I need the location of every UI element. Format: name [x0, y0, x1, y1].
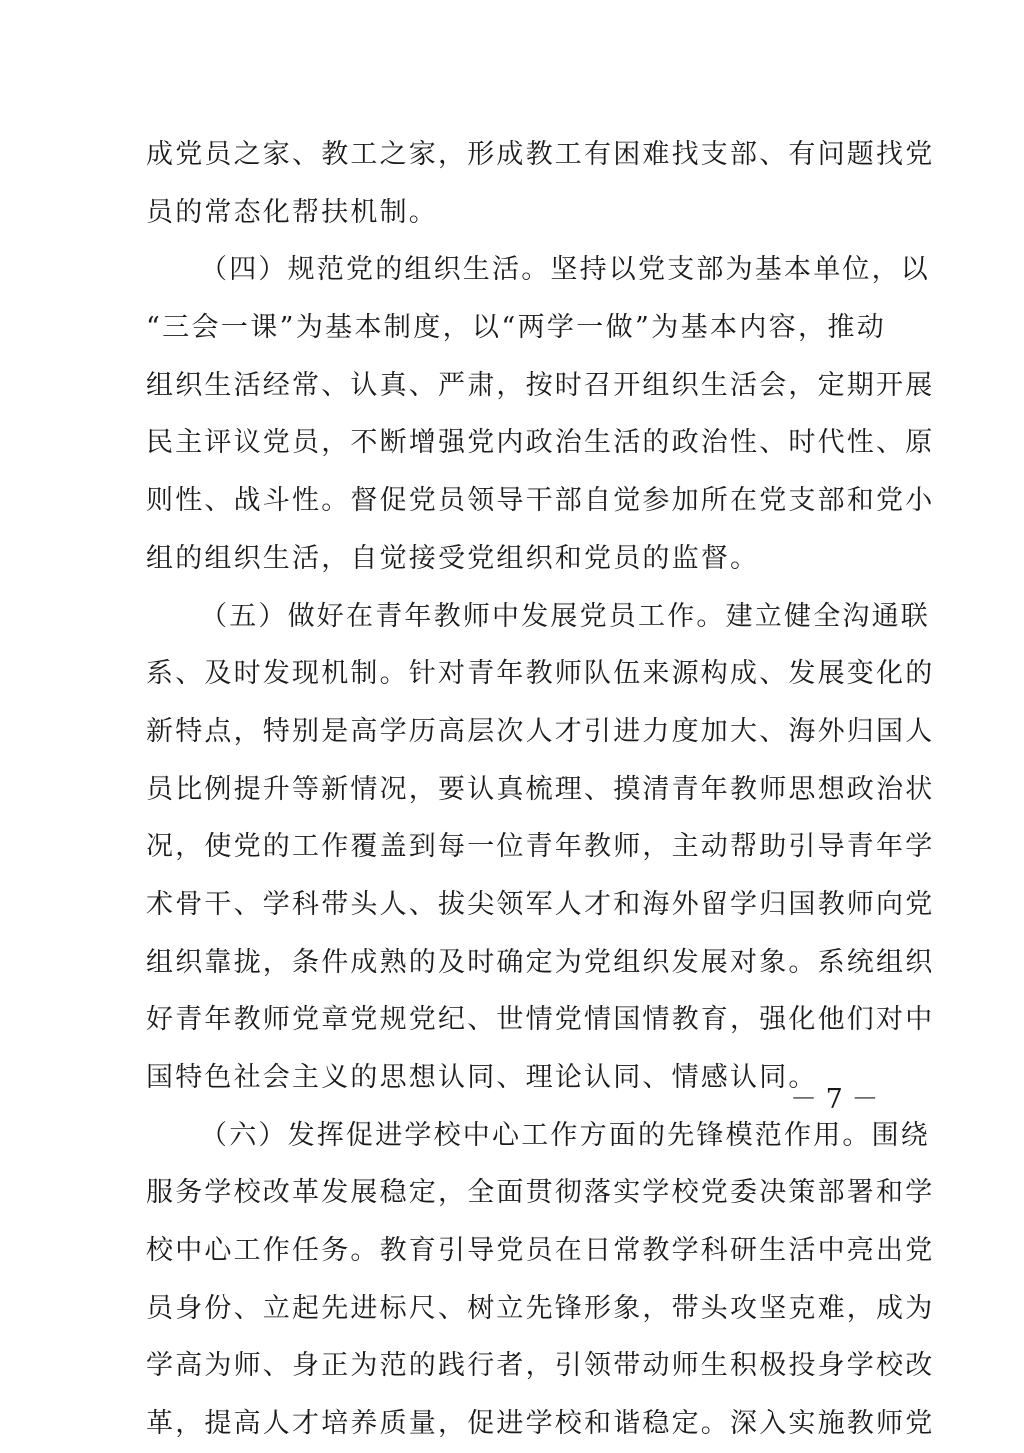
- text-line-17: 国特色社会主义的思想认同、理论认同、情感认同。: [146, 1062, 818, 1093]
- text-line-1: 成党员之家、教工之家，形成教工有困难找支部、有问题找党: [146, 139, 935, 170]
- text-line-7: 则性、战斗性。督促党员领导干部自觉参加所在党支部和党小: [146, 485, 935, 517]
- text-line-4: “三会一课”为基本制度，以“两学一做”为基本内容，推动: [146, 312, 886, 344]
- text-line-21: 员身份、立起先进标尺、树立先锋形象，带头攻坚克难，成为: [146, 1292, 935, 1324]
- text-line-16: 好青年教师党章党规党纪、世情党情国情教育，强化他们对中: [146, 1004, 935, 1036]
- text-line-19: 服务学校改革发展稳定，全面贯彻落实学校党委决策部署和学: [146, 1177, 935, 1209]
- text-line-15: 组织靠拢，条件成熟的及时确定为党组织发展对象。系统组织: [146, 946, 935, 978]
- body-text: [146, 126, 935, 1453]
- text-line-5: 组织生活经常、认真、严肃，按时召开组织生活会，定期开展: [146, 369, 935, 401]
- text-line-13: 况，使党的工作覆盖到每一位青年教师，主动帮助引导青年学: [146, 831, 935, 863]
- text-line-9: （五）做好在青年教师中发展党员工作。建立健全沟通联: [200, 600, 930, 632]
- text-line-10: 系、及时发现机制。针对青年教师队伍来源构成、发展变化的: [146, 658, 935, 690]
- text-line-12: 员比例提升等新情况，要认真梳理、摸清青年教师思想政治状: [146, 773, 935, 805]
- text-line-20: 校中心工作任务。教育引导党员在日常教学科研生活中亮出党: [146, 1235, 935, 1267]
- text-line-8: 组的组织生活，自觉接受党组织和党员的监督。: [146, 542, 760, 574]
- page-number: － 7 －: [790, 1084, 879, 1115]
- text-line-23: 革，提高人才培养质量，促进学校和谐稳定。深入实施教师党: [146, 1408, 935, 1440]
- text-line-2: 员的常态化帮扶机制。: [146, 196, 438, 228]
- text-line-3: （四）规范党的组织生活。坚持以党支部为基本单位，以: [200, 254, 930, 286]
- text-line-11: 新特点，特别是高学历高层次人才引进力度加大、海外归国人: [146, 715, 935, 747]
- text-line-6: 民主评议党员，不断增强党内政治生活的政治性、时代性、原: [146, 427, 935, 459]
- text-line-22: 学高为师、身正为范的践行者，引领带动师生积极投身学校改: [146, 1350, 935, 1382]
- text-line-18: （六）发挥促进学校中心工作方面的先锋模范作用。围绕: [200, 1119, 930, 1151]
- text-line-14: 术骨干、学科带头人、拔尖领军人才和海外留学归国教师向党: [146, 888, 935, 920]
